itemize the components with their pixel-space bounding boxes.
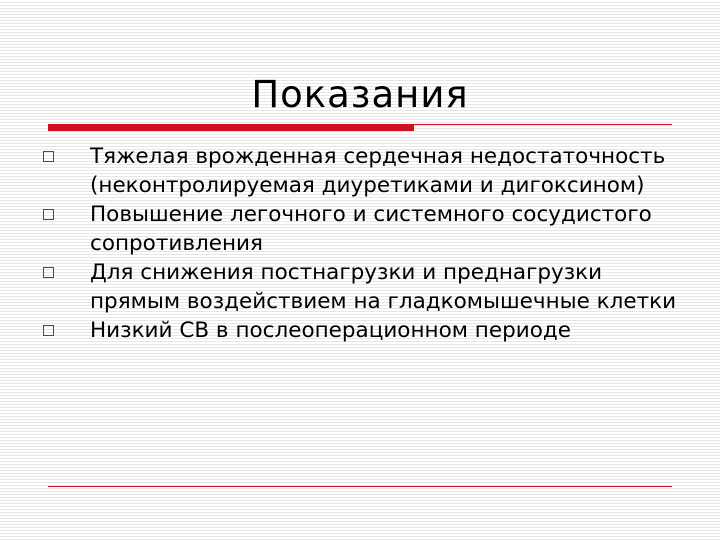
slide-title: Показания	[251, 73, 469, 116]
hollow-square-icon	[43, 267, 54, 278]
hollow-square-icon	[43, 325, 54, 336]
title-underline-thin	[414, 124, 672, 125]
bullet-item	[40, 316, 680, 345]
bullet-item	[40, 200, 680, 258]
bullet-text: Низкий СВ в послеоперационном периоде	[90, 318, 571, 343]
hollow-square-icon	[43, 209, 54, 220]
bullet-item	[40, 142, 680, 200]
title-underline-thick	[48, 124, 414, 131]
footer-rule	[48, 486, 672, 487]
bullet-item	[40, 258, 680, 316]
bullet-text: Тяжелая врожденная сердечная недостаточность (неконтролируемая диуретиками и дигоксином)	[90, 144, 666, 198]
hollow-square-icon	[43, 151, 54, 162]
bullet-list	[40, 142, 680, 345]
bullet-text: Для снижения постнагрузки и преднагрузки прямым воздействием на гладкомышечные клетки	[90, 260, 677, 314]
bullet-text: Повышение легочного и системного сосудистого сопротивления	[90, 202, 652, 256]
